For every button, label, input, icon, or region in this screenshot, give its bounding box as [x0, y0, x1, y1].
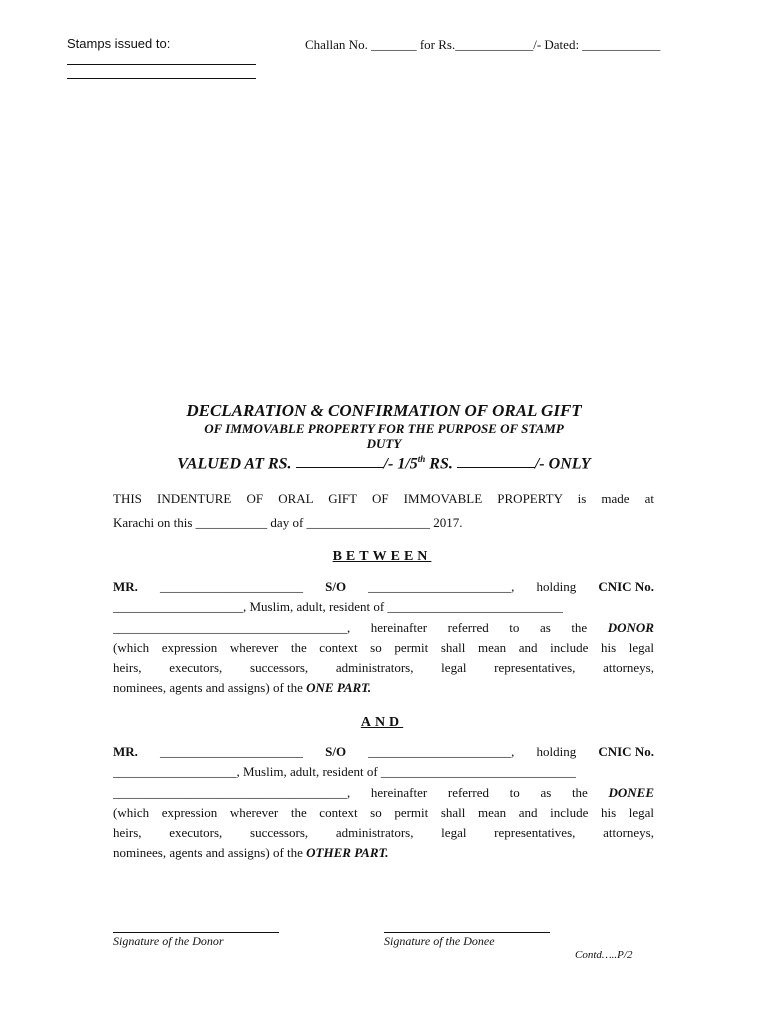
donor-word-hereinafter: hereinafter	[370, 620, 428, 635]
donor-line-1	[113, 579, 654, 595]
donee-word-to: to	[509, 785, 520, 800]
donor-word-to: to	[509, 620, 520, 635]
donor-name-blank: ______________________	[160, 579, 304, 594]
donor-cnic: CNIC No.	[598, 579, 654, 594]
donor-signature-line	[113, 932, 279, 933]
donor-role: DONOR	[607, 620, 654, 635]
donor-address-blank: ____________________________________,	[113, 620, 351, 635]
stamps-rule-2	[67, 78, 256, 79]
document-title: DECLARATION & CONFIRMATION OF ORAL GIFT	[186, 401, 582, 420]
donor-line-4: (which expression wherever the context so permit shall mean and include his legal	[113, 640, 654, 655]
between-heading: BETWEEN	[332, 549, 432, 564]
subtitle-line-2: DUTY	[366, 436, 402, 451]
donee-line-3	[113, 785, 654, 801]
valued-fraction: /- 1/5	[383, 455, 418, 473]
donor-line-6-text: nominees, agents and assigns) of the	[113, 680, 307, 695]
donee-line-1	[113, 744, 654, 760]
donor-line-2: ____________________, Muslim, adult, resident of ___________________________	[113, 599, 563, 614]
valued-blank-2	[457, 455, 535, 468]
donee-word-hereinafter: hereinafter	[370, 785, 428, 800]
donee-line-5: heirs, executors, successors, administrators, legal representatives, attorneys,	[113, 825, 654, 840]
donee-line-4: (which expression wherever the context so permit shall mean and include his legal	[113, 805, 654, 820]
donee-word-as: as	[540, 785, 552, 800]
donor-mr: MR.	[113, 579, 138, 594]
donee-line-6-text: nominees, agents and assigns) of the	[113, 845, 307, 860]
valued-blank-1	[296, 455, 384, 468]
donee-so: S/O	[325, 744, 347, 759]
valued-at-label: VALUED AT RS.	[177, 455, 296, 473]
donee-holding: holding	[536, 744, 577, 759]
intro-line-2: Karachi on this ___________ day of ___________________ 2017.	[113, 515, 463, 530]
donor-part: ONE PART.	[306, 680, 372, 695]
donee-father-blank: ______________________,	[368, 744, 515, 759]
document-subtitle	[0, 421, 768, 451]
intro-line-1: THIS INDENTURE OF ORAL GIFT OF IMMOVABLE PROPERTY is made at	[113, 491, 654, 506]
donor-line-5: heirs, executors, successors, administrators, legal representatives, attorneys,	[113, 660, 654, 675]
donee-signature-label: Signature of the Donee	[384, 934, 495, 948]
valued-only: /- ONLY	[534, 455, 591, 473]
donee-role: DONEE	[608, 785, 654, 800]
valued-at-line	[0, 454, 768, 473]
donee-line-6	[113, 845, 654, 861]
donee-word-the: the	[571, 785, 588, 800]
stamps-issued-label: Stamps issued to:	[67, 36, 171, 51]
donee-word-referred: referred	[447, 785, 489, 800]
donee-name-blank: ______________________	[160, 744, 304, 759]
donor-line-3	[113, 620, 654, 636]
donee-line-2: ___________________, Muslim, adult, resident of ______________________________	[113, 764, 576, 779]
donor-signature-label: Signature of the Donor	[113, 934, 224, 948]
donee-mr: MR.	[113, 744, 138, 759]
challan-line: Challan No. _______ for Rs.____________/- Dated: ____________	[305, 37, 661, 52]
donor-word-referred: referred	[447, 620, 489, 635]
valued-sup: th	[417, 454, 426, 464]
donor-father-blank: ______________________,	[368, 579, 515, 594]
stamps-rule-1	[67, 64, 256, 65]
donor-holding: holding	[536, 579, 577, 594]
donee-address-blank: ____________________________________,	[113, 785, 351, 800]
donor-so: S/O	[325, 579, 347, 594]
donee-cnic: CNIC No.	[598, 744, 654, 759]
continued-note: Contd…..P/2	[575, 949, 633, 961]
and-heading: AND	[360, 715, 404, 730]
donor-word-the: the	[571, 620, 588, 635]
donor-line-6	[113, 680, 654, 696]
donee-part: OTHER PART.	[306, 845, 389, 860]
donee-signature-line	[384, 932, 550, 933]
subtitle-line-1: OF IMMOVABLE PROPERTY FOR THE PURPOSE OF STAMP	[204, 421, 564, 436]
donor-word-as: as	[539, 620, 551, 635]
valued-rs: RS.	[425, 455, 457, 473]
